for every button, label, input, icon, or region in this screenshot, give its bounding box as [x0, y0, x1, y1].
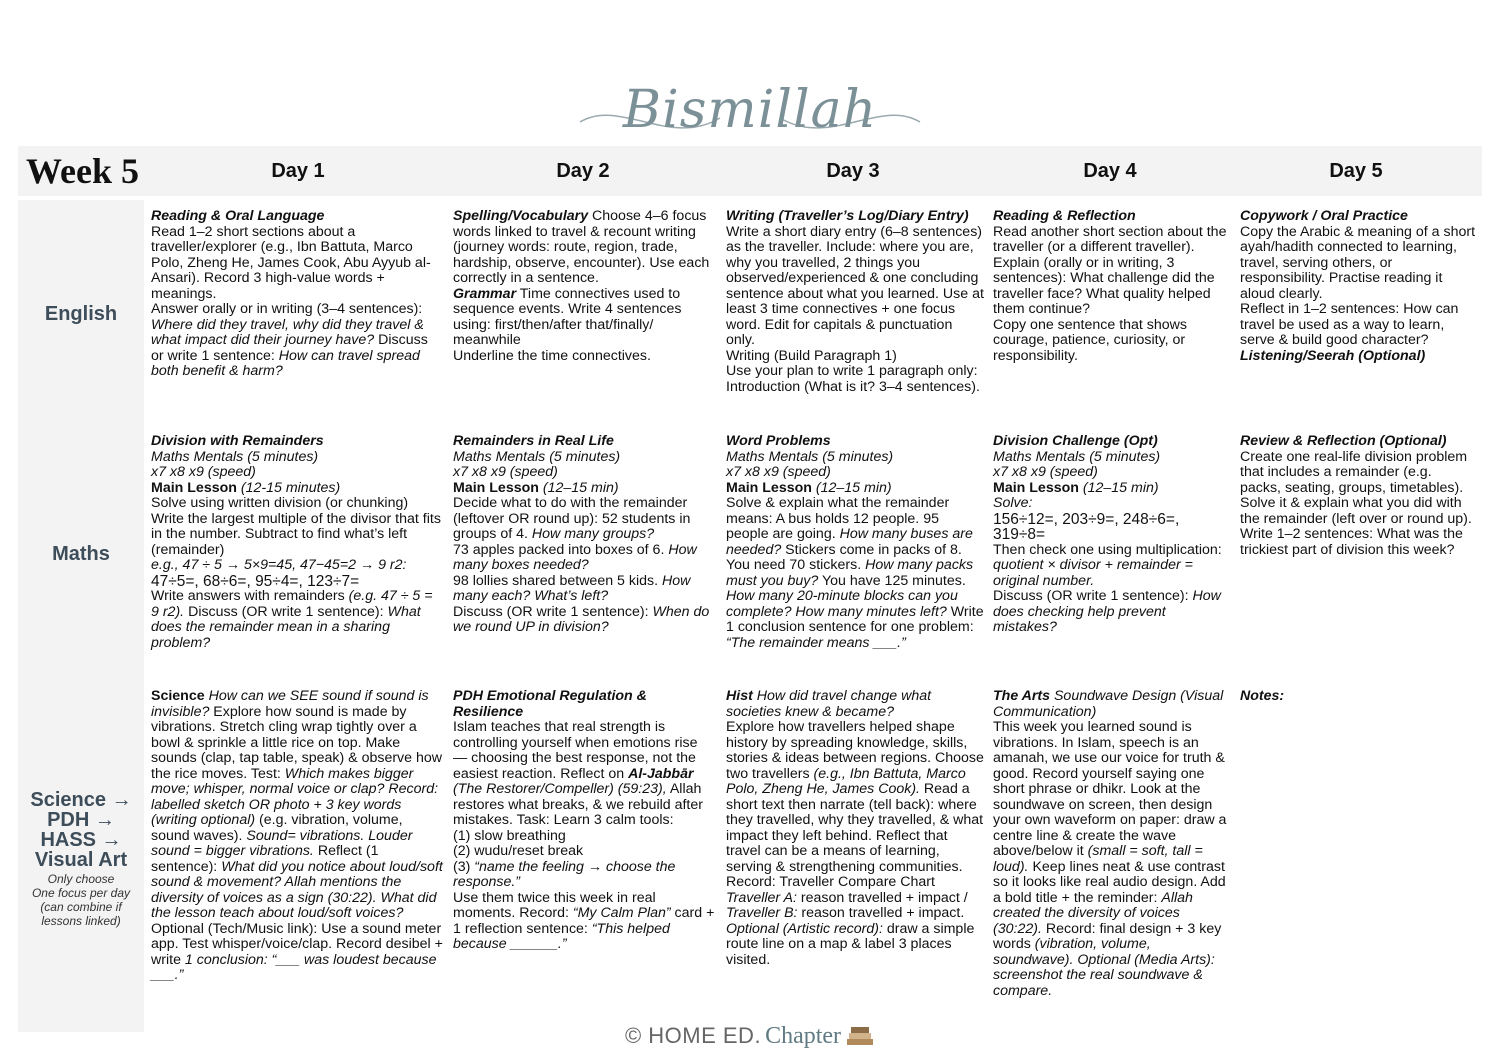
english-day-4: [993, 209, 1231, 364]
cell-text: (vibration, volume, soundwave). Optional (Media Arts): screenshot the real soundwave & compare.: [993, 936, 1215, 999]
cell-text: Maths Mentals (5 minutes): [453, 448, 621, 465]
weekly-planner-table: [18, 146, 1482, 1032]
cell-heading: Spelling/Vocabulary: [453, 208, 589, 224]
title-text: Bismillah: [622, 80, 878, 140]
cell-text: Record: Traveller Compare Chart: [726, 874, 935, 890]
cell-text: Copy the Arabic & meaning of a short ayah/hadith connected to learning, travel, serving others, or responsibility. Practise reading it aloud clearly.: [1240, 223, 1476, 302]
note-line: One focus per day: [31, 886, 131, 900]
cell-text: How can we SEE sound if sound is invisible?: [151, 688, 429, 720]
cell-text: Underline the time connectives.: [453, 347, 651, 364]
day-2-header: Day 2: [556, 160, 610, 182]
cell-text: Then check one using multiplication:: [993, 541, 1222, 558]
cell-text: Time connectives used to sequence events. Write 4 sentences using: first/then/after that/finally/ meanwhile: [453, 285, 682, 348]
cell-heading: Remainders in Real Life: [453, 433, 614, 449]
cell-text: (e.g., Ibn Battuta, Marco Polo, Zheng He, James Cook).: [726, 765, 966, 797]
cell-text: (2) wudu/reset break: [453, 843, 584, 859]
page-title: [0, 70, 1500, 150]
cell-text: How does checking help prevent mistakes?: [993, 588, 1221, 635]
cell-text: Read a short text then narrate (tell back): where they travelled, why they travelled, & what impact they left behind. Reflect that travel can be a means of learning, serving & strengthening communities.: [726, 781, 984, 875]
cell-text: Traveller A:: [726, 889, 797, 906]
subject-english: English: [44, 303, 118, 325]
cell-text: x7 x8 x9 (speed): [993, 464, 1098, 480]
science-day-1: [151, 689, 443, 984]
cell-heading: Word Problems: [726, 433, 831, 449]
cell-text: This week you learned sound is vibrations. In Islam, speech is an amanah, we use our voice for truth & good. Record yourself saying one short phrase or dhikr. Look at the soundwave on screen, then design your own waveform on paper: draw a centre line & create the wave above/below it: [993, 719, 1227, 859]
cell-text: Discuss (OR write 1 sentence):: [993, 588, 1193, 604]
cell-text: How many groups?: [531, 526, 655, 542]
cell-text: “name the feeling → choose the response.”: [453, 858, 676, 890]
cell-heading: Grammar: [453, 285, 517, 302]
cell-text: Decide what to do with the remainder (leftover OR round up): 52 students in groups of 4.: [453, 495, 691, 542]
cell-text: (The Restorer/Compeller) (59:23),: [453, 781, 667, 797]
cell-text: (12-15 minutes): [236, 479, 341, 496]
cell-text: (e.g. vibration, volume, sound waves).: [151, 812, 403, 844]
cell-text: Discuss (OR write 1 sentence):: [184, 603, 388, 620]
note-line: Only choose: [47, 872, 115, 886]
cell-text: Main Lesson: [151, 479, 237, 496]
cell-heading: PDH Emotional Regulation & Resilience: [453, 688, 647, 720]
subject-science-line: HASS →: [40, 829, 122, 851]
science-day-4: [993, 689, 1231, 999]
cell-text: “This helped because ______.”: [453, 920, 670, 952]
cell-heading: Science: [151, 688, 205, 704]
cell-text: Which makes bigger move; whisper, normal voice or clap? Record: labelled sketch OR photo + 3 key words (writing optional): [151, 765, 439, 828]
cell-text: Use them twice this week in real moments. Record:: [453, 889, 656, 921]
cell-text: Stickers come in packs of 8. You need 70 stickers.: [726, 541, 962, 573]
cell-text: 73 apples packed into boxes of 6.: [453, 541, 669, 558]
cell-text: Allah restores what breaks, & we rebuild after mistakes. Task: Learn 3 calm tools:: [453, 781, 703, 828]
cell-text: Create one real-life division problem that includes a remainder (e.g. packs, seating, groups, timetables). Solve it & explain what you did with the remainder (left over or round up).: [1240, 448, 1472, 527]
cell-text: quotient × divisor + remainder = original number.: [993, 557, 1193, 589]
day-4-header: Day 4: [1083, 160, 1137, 182]
maths-day-5: [1240, 434, 1476, 558]
cell-heading: Notes:: [1240, 688, 1285, 704]
note-line: (can combine if: [40, 900, 122, 914]
cell-heading: Review & Reflection (Optional): [1240, 433, 1447, 449]
cell-heading: Listening/Seerah (Optional): [1240, 347, 1426, 364]
cell-text: When do we round UP in division?: [453, 603, 710, 635]
cell-text: Reflect (1 sentence):: [151, 843, 379, 875]
cell-text: card + 1 reflection sentence:: [453, 905, 715, 937]
cell-text: Discuss or write 1 sentence:: [151, 332, 428, 364]
science-day-5: [1240, 689, 1476, 705]
cell-text: Read another short section about the traveller (or a different traveller). Explain (orally or in writing, 3 sentences): What challenge did the traveller face? What quality helped them continue?: [993, 223, 1227, 317]
cell-text: Write 1 conclusion sentence for one problem:: [726, 603, 984, 635]
cell-text: “My Calm Plan”: [572, 905, 671, 921]
cell-text: Copy one sentence that shows courage, patience, curiosity, or responsibility.: [993, 316, 1188, 364]
cell-text: Write answers with remainders: [151, 588, 349, 604]
english-day-3: [726, 209, 984, 395]
cell-text: (small = soft, tall = loud).: [993, 843, 1203, 875]
cell-text: reason travelled + impact /: [796, 889, 968, 906]
cell-text: 98 lollies shared between 5 kids.: [453, 572, 662, 589]
cell-text: Main Lesson: [993, 479, 1079, 496]
cell-text: Maths Mentals (5 minutes): [993, 448, 1161, 465]
english-day-2: [453, 209, 715, 364]
cell-text: Traveller B:: [726, 905, 798, 921]
cell-text: How many each? What’s left?: [453, 572, 691, 604]
cell-text: Optional (Tech/Music link): Use a sound meter app. Test whisper/voice/clap. Record desibel + write: [151, 920, 443, 968]
day-1-header: Day 1: [271, 160, 325, 182]
cell-heading: Division Challenge (Opt): [993, 433, 1158, 449]
subject-maths: Maths: [52, 543, 110, 565]
books-icon: [845, 1023, 875, 1049]
cell-text: Solve using written division (or chunking) Write the largest multiple of the divisor that fits in the number. Subtract to find what’s left (remainder): [151, 495, 441, 558]
cell-text: Reflect in 1–2 sentences: How can travel be used as a way to learn, serve & build good character?: [1240, 301, 1459, 348]
footer-brand: © HOME ED.: [624, 1023, 762, 1048]
cell-heading: Reading & Reflection: [993, 208, 1136, 224]
cell-text: x7 x8 x9 (speed): [726, 464, 831, 480]
cell-text: Islam teaches that real strength is controlling yourself when emotions rise — choosing the best response, not the easiest reaction. Reflect on: [453, 719, 698, 782]
cell-text: x7 x8 x9 (speed): [453, 464, 558, 480]
cell-text: Write a short diary entry (6–8 sentences) as the traveller. Include: where you are, why you travelled, 2 things you observed/experienced & one concluding sentence about what you learned. Use at least 3 time connectives + one focus word. Edit for capitals & punctuation only.: [726, 223, 984, 348]
cell-text: Main Lesson: [453, 479, 539, 496]
cell-text: Allah created the diversity of voices (30:22).: [993, 889, 1193, 937]
cell-heading: Writing (Traveller’s Log/Diary Entry): [726, 208, 969, 224]
cell-text: Explore how sound is made by vibrations. Stretch cling wrap tightly over a bowl & sprinkle a little rice on top. Make sounds (clap, tap table, speak) & observe how the rice moves. Test:: [151, 703, 443, 782]
cell-text: Choose 4–6 focus words linked to travel & recount writing (journey words: route, region, trade, hardship, observe, encounter). Use each correctly in a sentence.: [453, 208, 710, 286]
subject-science-line: Science →: [30, 789, 132, 811]
science-day-3: [726, 689, 984, 968]
cell-text: Use your plan to write 1 paragraph only: Introduction (What is it? 3–4 sentences).: [726, 363, 980, 395]
cell-heading: Copywork / Oral Practice: [1240, 208, 1408, 224]
week-label: Week 5: [26, 151, 139, 191]
subject-science-note: [18, 872, 144, 928]
cell-text: Writing (Build Paragraph 1): [726, 347, 897, 364]
cell-text: (3): [453, 858, 475, 875]
english-day-5: [1240, 209, 1476, 364]
cell-text: Where did they travel, why did they travel & what impact did their journey have?: [151, 316, 424, 348]
cell-text: How did travel change what societies knew & became?: [726, 688, 932, 720]
cell-text: Al-Jabbār: [628, 765, 694, 782]
cell-text: Read 1–2 short sections about a traveller/explorer (e.g., Ibn Battuta, Marco Polo, Zheng He, James Cook, Abu Ayyub al-Ansari). Record 3 high-value words + meanings.: [151, 223, 431, 302]
subject-science-line: PDH →: [47, 809, 115, 831]
cell-text: Discuss (OR write 1 sentence):: [453, 603, 653, 620]
cell-heading: Hist: [726, 688, 753, 704]
cell-text: You have 125 minutes.: [818, 572, 966, 589]
cell-text: reason travelled + impact.: [797, 905, 965, 921]
cell-text: Explore how travellers helped shape history by spreading knowledge, skills, stories & ideas between regions. Choose two travellers: [726, 719, 984, 782]
cell-text: “The remainder means ___.”: [726, 634, 906, 651]
cell-text: (12–15 min): [538, 479, 619, 496]
maths-day-2: [453, 434, 715, 636]
cell-text: How many 20-minute blocks can you complete? How many minutes left?: [726, 588, 958, 620]
cell-text: How can travel spread both benefit & harm?: [151, 347, 420, 379]
cell-text: Write 1–2 sentences: What was the trickiest part of division this week?: [1240, 526, 1463, 558]
cell-text: Keep lines neat & use contrast so it looks like real audio design. Add a bold title + the reminder:: [993, 858, 1226, 906]
cell-text: (1) slow breathing: [453, 827, 566, 844]
day-5-header: Day 5: [1329, 160, 1383, 182]
cell-text: (12–15 min): [811, 479, 892, 496]
cell-text: (e.g. 47 ÷ 5 = 9 r2).: [151, 588, 433, 620]
cell-text: e.g., 47 ÷ 5 → 5×9=45, 47−45=2 → 9 r2:: [151, 557, 407, 573]
cell-text: 1 conclusion: “___ was loudest because ___.”: [151, 951, 437, 983]
footer: [0, 1020, 1500, 1052]
cell-text: Solve & explain what the remainder means: A bus holds 12 people. 95 people are going.: [726, 495, 950, 542]
header-row: [18, 146, 1482, 196]
cell-text: Sound= vibrations. Louder sound = bigger vibrations.: [151, 827, 413, 859]
maths-day-1: [151, 434, 443, 651]
cell-text: How many buses are needed?: [726, 526, 973, 558]
cell-text: Soundwave Design (Visual Communication): [993, 688, 1224, 720]
cell-heading: Reading & Oral Language: [151, 208, 325, 224]
subject-science-line: Visual Art: [34, 849, 128, 871]
cell-text: Main Lesson: [726, 479, 812, 496]
cell-text: draw a simple route line on a map & label 3 places visited.: [726, 920, 975, 968]
cell-text: What did you notice about loud/soft sound & movement? Allah mentions the diversity of voices as a sign (30:22). What did the lesson teach about loud/soft voices?: [151, 858, 443, 921]
cell-text: Record: final design + 3 key words: [993, 920, 1222, 952]
maths-day-4: [993, 434, 1231, 636]
footer-chapter: Chapter: [765, 1022, 842, 1049]
english-day-1: [151, 209, 443, 380]
cell-text: 156÷12=, 203÷9=, 248÷6=, 319÷8=: [993, 510, 1180, 543]
cell-text: What does the remainder mean in a sharing problem?: [151, 603, 421, 651]
cell-text: (12–15 min): [1078, 479, 1159, 496]
cell-heading: Division with Remainders: [151, 433, 324, 449]
note-line: lessons linked): [41, 914, 121, 928]
science-day-2: [453, 689, 715, 953]
cell-text: 47÷5=, 68÷6=, 95÷4=, 123÷7=: [151, 572, 360, 590]
cell-text: x7 x8 x9 (speed): [151, 464, 256, 480]
cell-text: How many packs must you buy?: [726, 557, 974, 589]
cell-text: Maths Mentals (5 minutes): [726, 448, 894, 465]
cell-text: Answer orally or in writing (3–4 sentences):: [151, 301, 423, 317]
cell-text: Maths Mentals (5 minutes): [151, 448, 319, 465]
day-3-header: Day 3: [826, 160, 880, 182]
subject-science: [18, 790, 144, 928]
cell-text: Solve:: [993, 495, 1033, 511]
cell-heading: The Arts: [993, 688, 1051, 704]
maths-day-3: [726, 434, 984, 651]
cell-text: Optional (Artistic record):: [726, 920, 883, 937]
cell-text: How many boxes needed?: [453, 541, 697, 573]
